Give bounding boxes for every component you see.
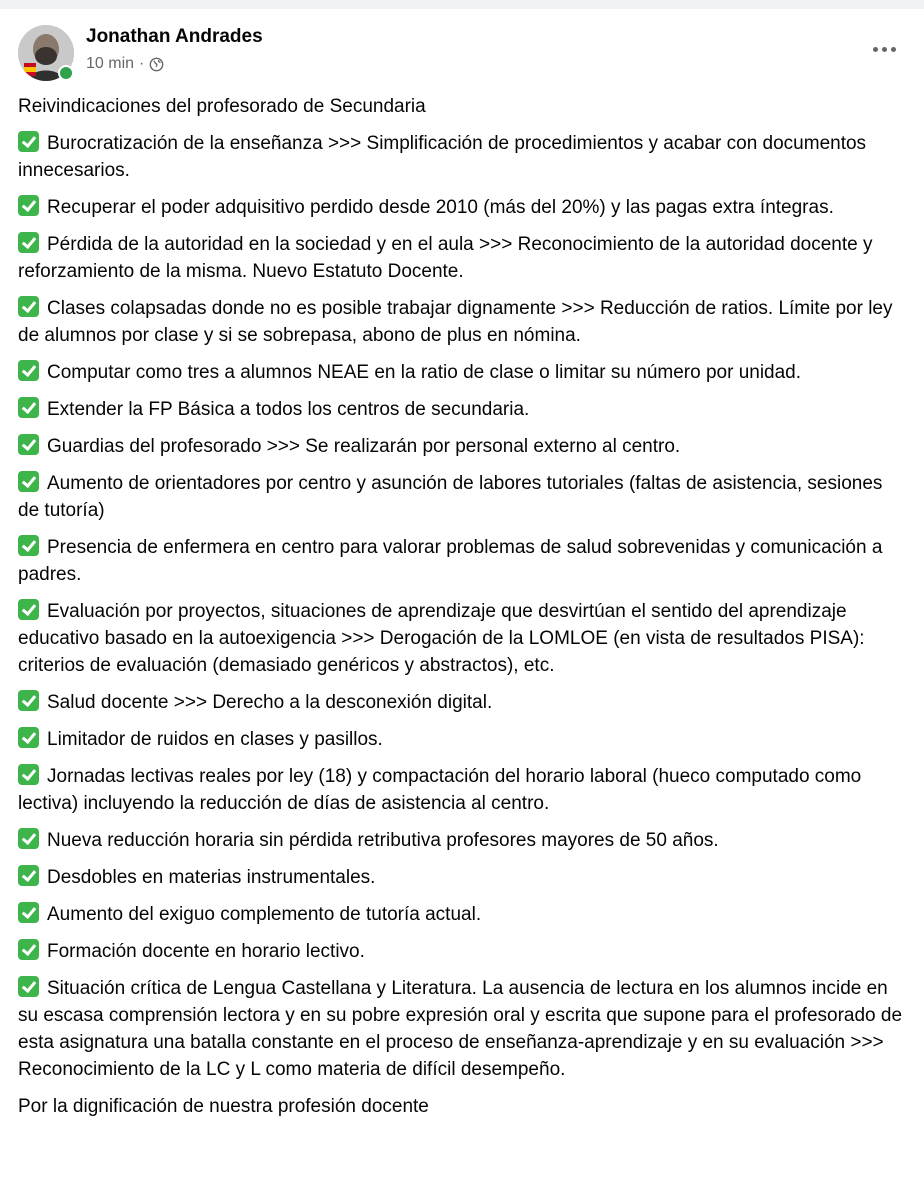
list-item-text: Desdobles en materias instrumentales. [47,867,376,888]
check-mark-icon [18,599,39,620]
list-item-text: Aumento de orientadores por centro y asunción de labores tutoriales (faltas de asistencia, sesiones de tutoría) [18,473,883,521]
list-item [18,598,908,679]
check-mark-icon [18,434,39,455]
post-closing: Por la dignificación de nuestra profesión docente [18,1096,429,1117]
list-item-text: Nueva reducción horaria sin pérdida retributiva profesores mayores de 50 años. [47,830,719,851]
list-item [18,827,908,854]
check-mark-icon [18,360,39,381]
check-mark-icon [18,535,39,556]
check-mark-icon [18,939,39,960]
list-item [18,938,908,965]
list-item [18,975,908,1083]
list-item [18,295,908,349]
check-mark-icon [18,131,39,152]
check-mark-icon [18,828,39,849]
more-options-icon [873,47,878,52]
list-item [18,864,908,891]
meta-separator: · [139,55,145,72]
list-item [18,359,908,386]
list-item [18,726,908,753]
list-item-text: Extender la FP Básica a todos los centros de secundaria. [47,399,530,420]
check-mark-icon [18,976,39,997]
list-item-text: Guardias del profesorado >>> Se realizarán por personal externo al centro. [47,436,681,457]
check-mark-icon [18,727,39,748]
post-header [18,25,908,85]
check-mark-icon [18,690,39,711]
list-item [18,689,908,716]
feed-separator [0,0,924,9]
list-item-text: Pérdida de la autoridad en la sociedad y en el aula >>> Reconocimiento de la autoridad docente y reforzamiento de la misma. Nuevo Estatuto Docente. [18,234,873,282]
check-mark-icon [18,195,39,216]
author-name[interactable]: Jonathan Andrades [86,26,263,47]
list-item-text: Situación crítica de Lengua Castellana y Literatura. La ausencia de lectura en los alumnos incide en su escasa comprensión lectora y en su pobre expresión oral y escrita que supone para el profesorado de esta asignatura una batalla constante en el proceso de enseñanza-aprendizaje y en su evaluación >>> Reconocimiento de la LC y L como materia de difícil desempeño. [18,978,903,1080]
list-item-text: Computar como tres a alumnos NEAE en la ratio de clase o limitar su número por unidad. [47,362,802,383]
online-status-indicator [58,65,74,81]
check-mark-icon [18,471,39,492]
check-mark-icon [18,397,39,418]
globe-icon[interactable] [149,57,164,72]
list-item-text: Formación docente en horario lectivo. [47,941,365,962]
demands-list [18,130,908,1083]
list-item [18,433,908,460]
list-item [18,231,908,285]
list-item-text: Recuperar el poder adquisitivo perdido desde 2010 (más del 20%) y las pagas extra íntegras. [47,197,834,218]
post-body [18,93,908,1130]
list-item-text: Evaluación por proyectos, situaciones de aprendizaje que desvirtúan el sentido del aprendizaje educativo basado en la autoexigencia >>> Derogación de la LOMLOE (en vista de resultados PISA): criterios de evaluación (demasiado genéricos y abstractos), etc. [18,601,865,676]
list-item [18,396,908,423]
list-item-text: Jornadas lectivas reales por ley (18) y compactación del horario laboral (hueco computado como lectiva) incluyendo la reducción de días de asistencia al centro. [18,766,862,814]
list-item-text: Presencia de enfermera en centro para valorar problemas de salud sobrevenidas y comunicación a padres. [18,537,883,585]
check-mark-icon [18,296,39,317]
list-item [18,534,908,588]
more-options-icon-dot [891,47,896,52]
list-item [18,763,908,817]
check-mark-icon [18,764,39,785]
list-item [18,901,908,928]
list-item [18,470,908,524]
more-options-icon-dot [882,47,887,52]
list-item-text: Burocratización de la enseñanza >>> Simplificación de procedimientos y acabar con documentos innecesarios. [18,133,867,181]
list-item-text: Aumento del exiguo complemento de tutoría actual. [47,904,482,925]
post-timestamp[interactable]: 10 min [86,55,135,72]
post-meta [86,55,164,73]
post-title: Reivindicaciones del profesorado de Secundaria [18,96,426,117]
author-avatar[interactable] [18,25,74,81]
list-item-text: Salud docente >>> Derecho a la desconexión digital. [47,692,493,713]
check-mark-icon [18,902,39,923]
list-item-text: Clases colapsadas donde no es posible trabajar dignamente >>> Reducción de ratios. Límite por ley de alumnos por clase y si se sobrepasa, abono de plus en nómina. [18,298,893,346]
more-options-button[interactable] [868,39,900,59]
list-item [18,130,908,184]
check-mark-icon [18,232,39,253]
list-item [18,194,908,221]
list-item-text: Limitador de ruidos en clases y pasillos. [47,729,383,750]
check-mark-icon [18,865,39,886]
